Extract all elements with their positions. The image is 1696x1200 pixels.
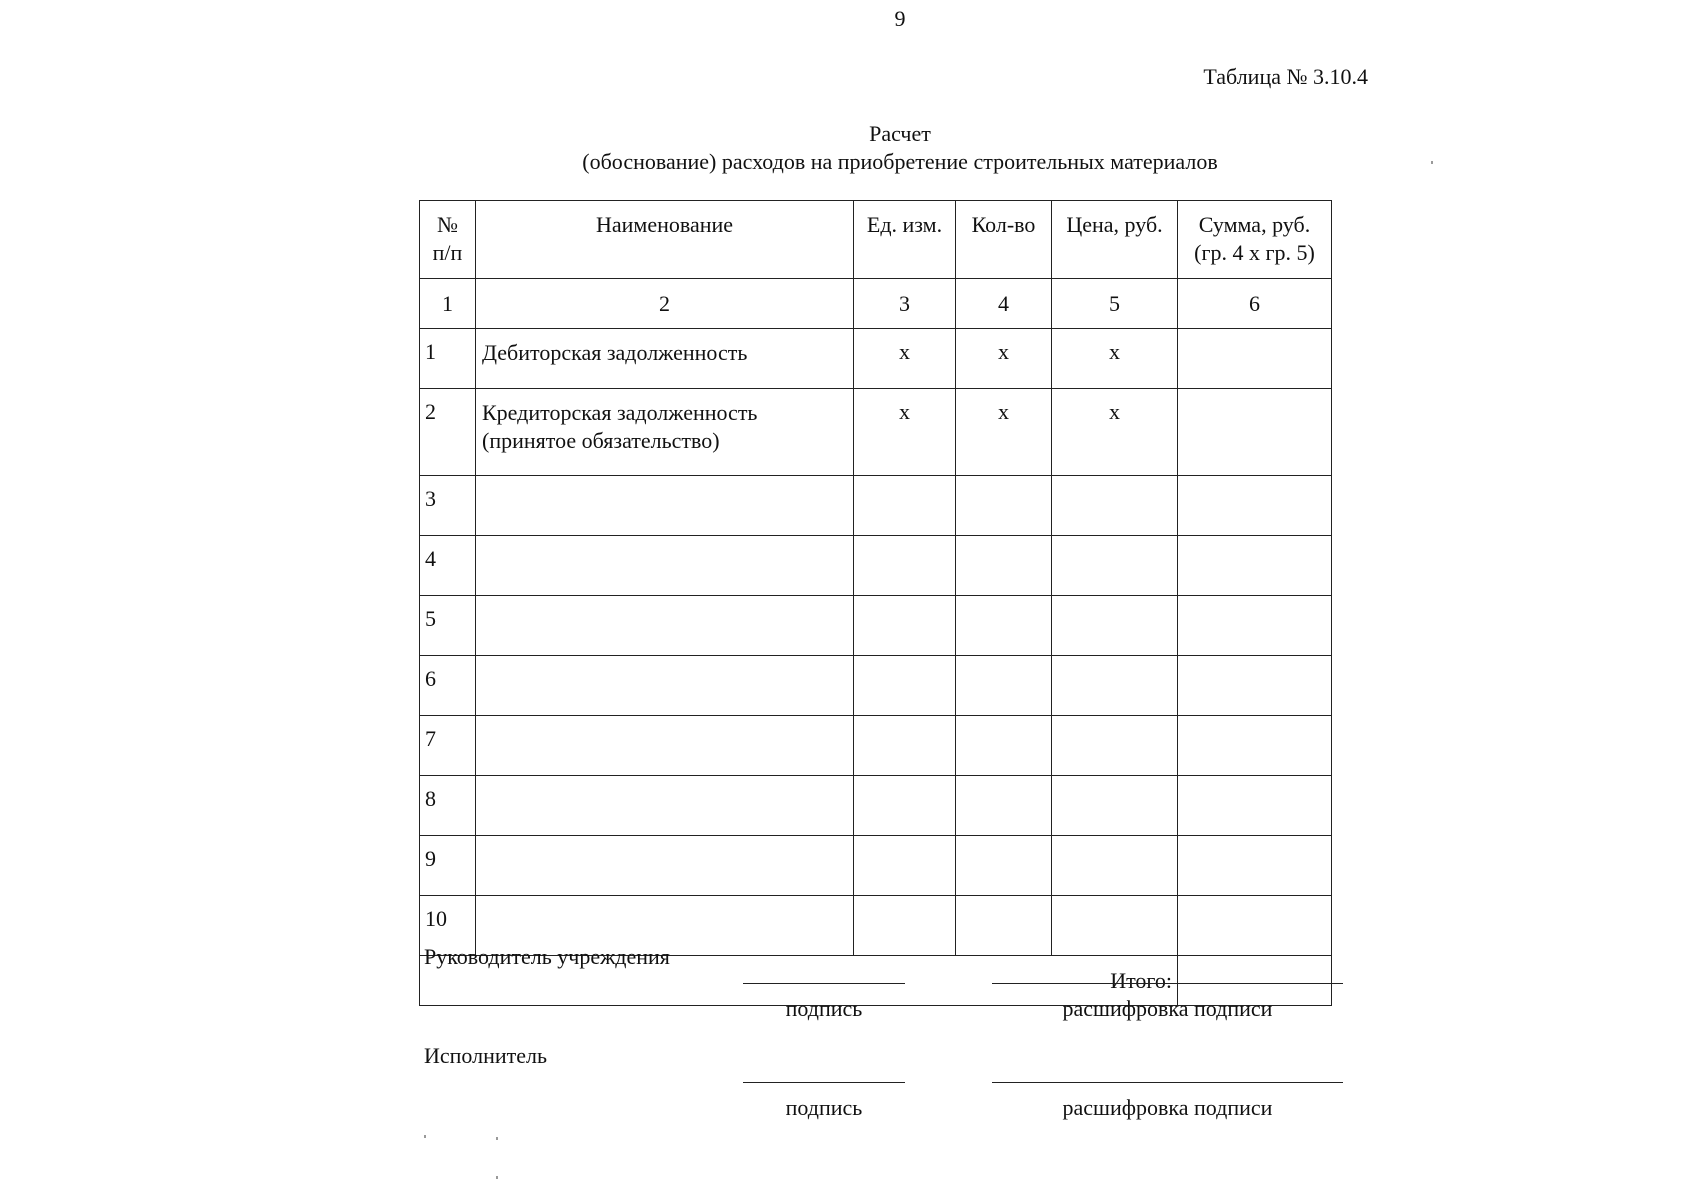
row-number: 2 <box>420 389 476 476</box>
executor-decoding-line <box>992 1082 1343 1083</box>
column-number: 6 <box>1178 279 1332 329</box>
row-number: 9 <box>420 836 476 896</box>
row-unit <box>854 896 956 956</box>
row-sum <box>1178 329 1332 389</box>
executor-label: Исполнитель <box>424 1043 548 1068</box>
row-number: 3 <box>420 476 476 536</box>
row-price <box>1052 776 1178 836</box>
column-number: 4 <box>956 279 1052 329</box>
row-price <box>1052 836 1178 896</box>
header-no-line-1: № <box>437 212 458 237</box>
row-name <box>476 656 854 716</box>
table-row <box>420 389 1332 476</box>
row-number: 10 <box>420 896 476 956</box>
row-unit <box>854 716 956 776</box>
head-label: Руководитель учреждения <box>424 944 670 969</box>
row-name <box>476 716 854 776</box>
row-price <box>1052 896 1178 956</box>
executor-signature-caption: подпись <box>785 1095 863 1120</box>
table-row <box>420 776 1332 836</box>
row-sum <box>1178 896 1332 956</box>
header-sum <box>1178 201 1332 279</box>
executor-signature-line <box>743 1082 905 1083</box>
row-name <box>476 596 854 656</box>
column-number: 2 <box>476 279 854 329</box>
row-sum <box>1178 776 1332 836</box>
row-sum <box>1178 476 1332 536</box>
row-unit: х <box>854 329 956 389</box>
table-row <box>420 476 1332 536</box>
row-unit <box>854 536 956 596</box>
table-label: Таблица № 3.10.4 <box>1203 64 1368 89</box>
head-signature-line <box>743 983 905 984</box>
row-price: х <box>1052 329 1178 389</box>
header-sum-line-2: (гр. 4 х гр. 5) <box>1194 240 1315 265</box>
row-number: 4 <box>420 536 476 596</box>
row-price <box>1052 716 1178 776</box>
column-number-row <box>420 279 1332 329</box>
row-qty <box>956 776 1052 836</box>
row-unit <box>854 656 956 716</box>
column-number: 1 <box>420 279 476 329</box>
row-sum <box>1178 389 1332 476</box>
row-number: 8 <box>420 776 476 836</box>
row-sum <box>1178 716 1332 776</box>
header-price: Цена, руб. <box>1052 201 1178 279</box>
row-name-line-1: Кредиторская задолженность <box>482 400 758 425</box>
row-price <box>1052 476 1178 536</box>
executor-decoding-caption: расшифровка подписи <box>1062 1095 1273 1120</box>
row-price <box>1052 596 1178 656</box>
scan-speck <box>424 1135 426 1138</box>
row-sum <box>1178 596 1332 656</box>
column-number: 3 <box>854 279 956 329</box>
row-qty <box>956 536 1052 596</box>
table-row <box>420 536 1332 596</box>
calculation-table <box>419 200 1332 1006</box>
page-number: 9 <box>894 6 906 31</box>
row-unit <box>854 476 956 536</box>
row-name-line-1: Дебиторская задолженность <box>482 340 748 365</box>
total-label: Итого: <box>420 956 1178 1006</box>
row-name <box>476 836 854 896</box>
row-name <box>476 776 854 836</box>
row-sum <box>1178 656 1332 716</box>
title-line-1: Расчет <box>869 121 931 146</box>
scan-speck <box>496 1137 498 1140</box>
table-row <box>420 656 1332 716</box>
header-qty: Кол-во <box>956 201 1052 279</box>
row-unit <box>854 836 956 896</box>
row-unit <box>854 596 956 656</box>
title-line-2: (обоснование) расходов на приобретение строительных материалов <box>582 149 1218 174</box>
scan-speck <box>1431 161 1433 164</box>
row-qty: х <box>956 389 1052 476</box>
row-number: 6 <box>420 656 476 716</box>
row-number: 5 <box>420 596 476 656</box>
row-qty <box>956 656 1052 716</box>
row-qty <box>956 716 1052 776</box>
row-qty <box>956 836 1052 896</box>
header-sum-line-1: Сумма, руб. <box>1198 212 1311 237</box>
row-sum <box>1178 836 1332 896</box>
row-qty <box>956 596 1052 656</box>
table-header-row <box>420 201 1332 279</box>
table-row <box>420 836 1332 896</box>
row-name <box>476 536 854 596</box>
row-name <box>476 389 854 476</box>
header-name: Наименование <box>476 201 854 279</box>
row-unit: х <box>854 389 956 476</box>
row-price <box>1052 536 1178 596</box>
scan-speck <box>496 1176 498 1179</box>
row-unit <box>854 776 956 836</box>
column-number: 5 <box>1052 279 1178 329</box>
row-name <box>476 476 854 536</box>
row-qty <box>956 896 1052 956</box>
header-unit: Ед. изм. <box>854 201 956 279</box>
document-title <box>520 120 1280 176</box>
header-no-line-2: п/п <box>432 240 463 265</box>
head-decoding-line <box>992 983 1343 984</box>
head-signature-caption: подпись <box>785 996 863 1021</box>
row-number: 7 <box>420 716 476 776</box>
head-decoding-caption: расшифровка подписи <box>1062 996 1273 1021</box>
row-qty: х <box>956 329 1052 389</box>
header-no <box>420 201 476 279</box>
table-row <box>420 596 1332 656</box>
row-price <box>1052 656 1178 716</box>
row-name-line-2: (принятое обязательство) <box>482 428 720 453</box>
table-row <box>420 329 1332 389</box>
row-price: х <box>1052 389 1178 476</box>
row-number: 1 <box>420 329 476 389</box>
table-row <box>420 716 1332 776</box>
row-qty <box>956 476 1052 536</box>
row-sum <box>1178 536 1332 596</box>
row-name <box>476 329 854 389</box>
